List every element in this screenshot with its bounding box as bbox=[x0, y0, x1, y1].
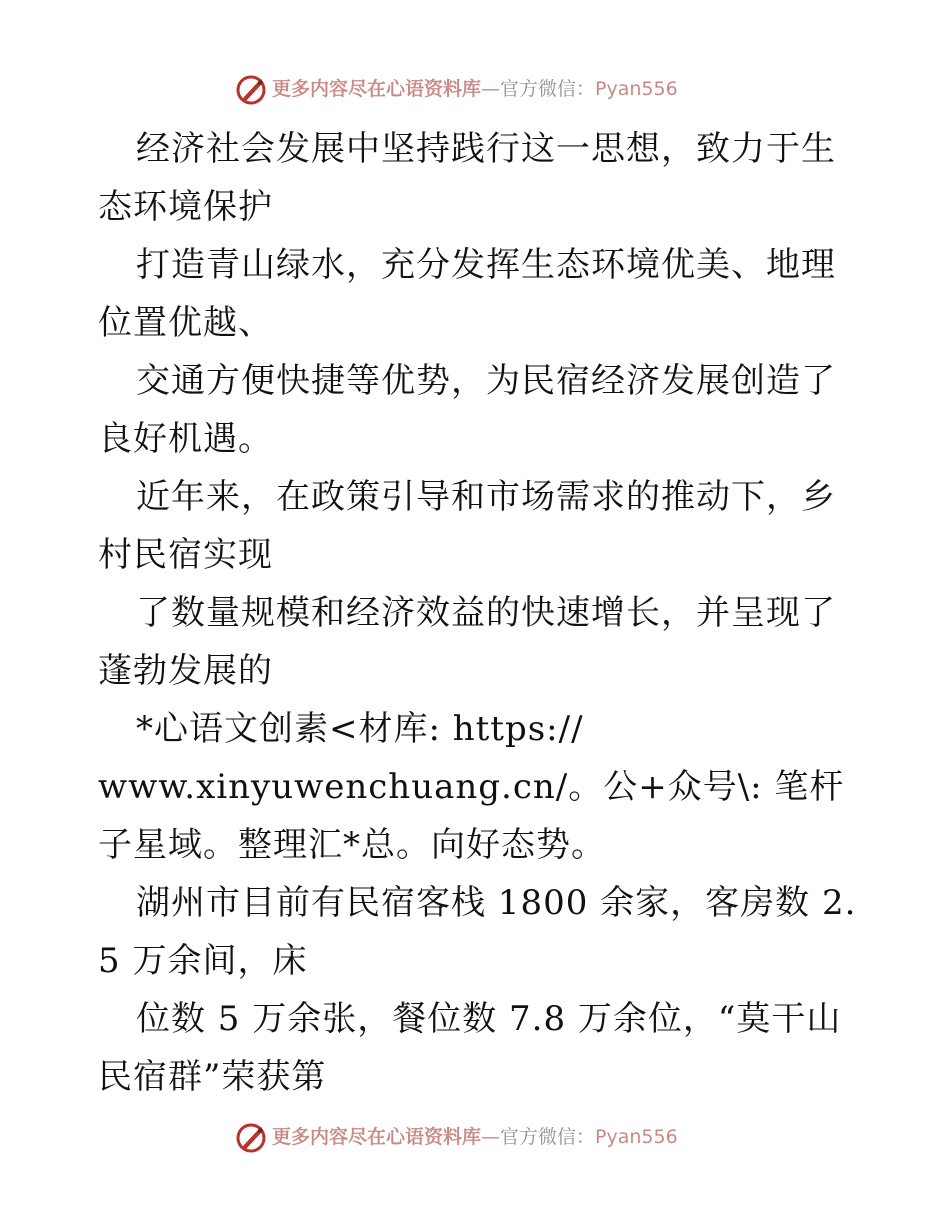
header-text bbox=[272, 77, 678, 101]
paragraph: 湖州市目前有民宿客栈 1800 余家，客房数 2.5 万余间，床 bbox=[98, 883, 857, 981]
paragraph-no-indent: www.xinyuwenchuang.cn/。公+众号\: 笔杆子星域。整理汇*总。向好态势。 bbox=[98, 767, 845, 865]
paragraph: 了数量规模和经济效益的快速增长，并呈现了蓬勃发展的 bbox=[98, 593, 836, 691]
header-banner bbox=[0, 72, 950, 112]
footer-text bbox=[272, 1125, 678, 1149]
paragraph: 经济社会发展中坚持践行这一思想，致力于生态环境保护 bbox=[98, 129, 836, 227]
footer-banner bbox=[0, 1120, 950, 1160]
pen-logo-icon bbox=[235, 74, 267, 106]
paragraph: 打造青山绿水，充分发挥生态环境优美、地理位置优越、 bbox=[98, 245, 836, 343]
pen-logo-icon bbox=[235, 1122, 267, 1154]
footer-dash: — bbox=[481, 1126, 501, 1148]
paragraph: 近年来，在政策引导和市场需求的推动下，乡村民宿实现 bbox=[98, 477, 836, 575]
header-dash: — bbox=[481, 78, 501, 100]
header-brand: 更多内容尽在心语资料库 bbox=[272, 78, 482, 100]
footer-wechat-id: Pyan556 bbox=[595, 1126, 678, 1148]
paragraph: 位数 5 万余张，餐位数 7.8 万余位，“莫干山民宿群”荣获第 bbox=[98, 999, 842, 1097]
header-official-label: 官方微信： bbox=[500, 78, 596, 100]
paragraph: 交通方便快捷等优势，为民宿经济发展创造了良好机遇。 bbox=[98, 361, 836, 459]
footer-official-label: 官方微信： bbox=[500, 1126, 596, 1148]
header-wechat-id: Pyan556 bbox=[595, 78, 678, 100]
document-body bbox=[98, 120, 858, 1106]
footer-brand: 更多内容尽在心语资料库 bbox=[272, 1126, 482, 1148]
paragraph: *心语文创素<材库: https:// bbox=[136, 709, 584, 749]
